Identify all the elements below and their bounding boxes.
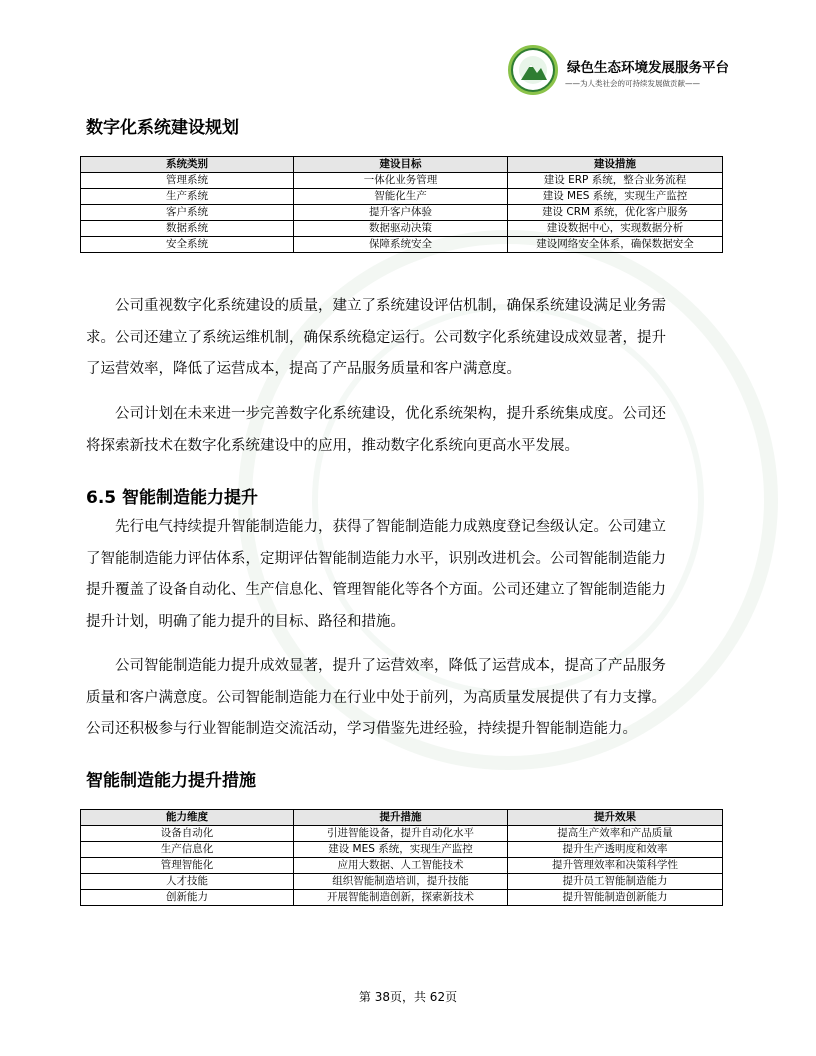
capability-measures-table — [80, 809, 723, 906]
table-row — [81, 189, 723, 205]
table-cell: 提升员工智能制造能力 — [508, 874, 723, 890]
table-cell: 建设 MES 系统，实现生产监控 — [294, 842, 508, 858]
mountain-icon — [511, 48, 555, 92]
table-cell: 提升生产透明度和效率 — [508, 842, 723, 858]
table-cell: 数据驱动决策 — [294, 221, 508, 237]
table-cell: 创新能力 — [81, 890, 294, 906]
table-cell: 一体化业务管理 — [294, 173, 508, 189]
table-cell: 引进智能设备，提升自动化水平 — [294, 826, 508, 842]
table-cell: 人才技能 — [81, 874, 294, 890]
platform-slogan: ——为人类社会的可持续发展做贡献—— — [565, 79, 700, 88]
table-cell: 建设 ERP 系统，整合业务流程 — [508, 173, 723, 189]
table-row — [81, 842, 723, 858]
column-header: 提升措施 — [294, 810, 508, 826]
table-row — [81, 874, 723, 890]
page-number: 第 38页，共 62页 — [358, 990, 458, 1004]
section-heading-6-5: 6.5 智能制造能力提升 — [86, 488, 259, 508]
table-cell: 提升管理效率和决策科学性 — [508, 858, 723, 874]
table-cell: 建设 MES 系统，实现生产监控 — [508, 189, 723, 205]
table-row — [81, 173, 723, 189]
column-header: 建设目标 — [294, 157, 508, 173]
table-cell: 开展智能制造创新，探索新技术 — [294, 890, 508, 906]
section-heading-measures: 智能制造能力提升措施 — [86, 771, 256, 791]
section-heading-digital-systems: 数字化系统建设规划 — [86, 118, 239, 138]
paragraph-capability-building: 先行电气持续提升智能制造能力，获得了智能制造能力成熟度登记叁级认定。公司建立 了智能制造能力评估体系，定期评估智能制造能力水平，识别改进机会。公司智能制造能力 提升覆盖了设备自动化、生产信息化、管理智能化等各个方面。公司还建立了智能制造能力 提升计划，明确了能力提升的目标、路径和措施。 — [86, 519, 666, 630]
table-header-row — [81, 157, 723, 173]
platform-logo — [508, 45, 558, 95]
table-cell: 提升客户体验 — [294, 205, 508, 221]
table-cell: 应用大数据、人工智能技术 — [294, 858, 508, 874]
table-row — [81, 237, 723, 253]
table-cell: 组织智能制造培训，提升技能 — [294, 874, 508, 890]
table-cell: 生产信息化 — [81, 842, 294, 858]
column-header: 提升效果 — [508, 810, 723, 826]
table-cell: 提高生产效率和产品质量 — [508, 826, 723, 842]
table-row — [81, 858, 723, 874]
table-cell: 智能化生产 — [294, 189, 508, 205]
column-header: 系统类别 — [81, 157, 294, 173]
table-cell: 设备自动化 — [81, 826, 294, 842]
table-cell: 数据系统 — [81, 221, 294, 237]
digital-systems-table — [80, 156, 723, 253]
table-cell: 管理系统 — [81, 173, 294, 189]
table-row — [81, 205, 723, 221]
paragraph-capability-results: 公司智能制造能力提升成效显著，提升了运营效率，降低了运营成本，提高了产品服务 质量和客户满意度。公司智能制造能力在行业中处于前列，为高质量发展提供了有力支撑。 公司还积极参与行业智能制造交流活动，学习借鉴先进经验，持续提升智能制造能力。 — [86, 658, 666, 737]
table-header-row — [81, 810, 723, 826]
table-cell: 安全系统 — [81, 237, 294, 253]
table-cell: 保障系统安全 — [294, 237, 508, 253]
table-row — [81, 890, 723, 906]
platform-title: 绿色生态环境发展服务平台 — [567, 60, 729, 76]
column-header: 能力维度 — [81, 810, 294, 826]
table-cell: 管理智能化 — [81, 858, 294, 874]
table-cell: 客户系统 — [81, 205, 294, 221]
paragraph-system-quality: 公司重视数字化系统建设的质量，建立了系统建设评估机制，确保系统建设满足业务需 求。公司还建立了系统运维机制，确保系统稳定运行。公司数字化系统建设成效显著，提升 了运营效率，降低了运营成本，提高了产品服务质量和客户满意度。 — [86, 298, 666, 377]
table-row — [81, 221, 723, 237]
table-cell: 建设 CRM 系统，优化客户服务 — [508, 205, 723, 221]
paragraph-future-plan: 公司计划在未来进一步完善数字化系统建设，优化系统架构，提升系统集成度。公司还 将探索新技术在数字化系统建设中的应用，推动数字化系统向更高水平发展。 — [86, 406, 666, 454]
table-cell: 生产系统 — [81, 189, 294, 205]
table-cell: 建设数据中心，实现数据分析 — [508, 221, 723, 237]
column-header: 建设措施 — [508, 157, 723, 173]
table-cell: 建设网络安全体系，确保数据安全 — [508, 237, 723, 253]
table-row — [81, 826, 723, 842]
table-cell: 提升智能制造创新能力 — [508, 890, 723, 906]
